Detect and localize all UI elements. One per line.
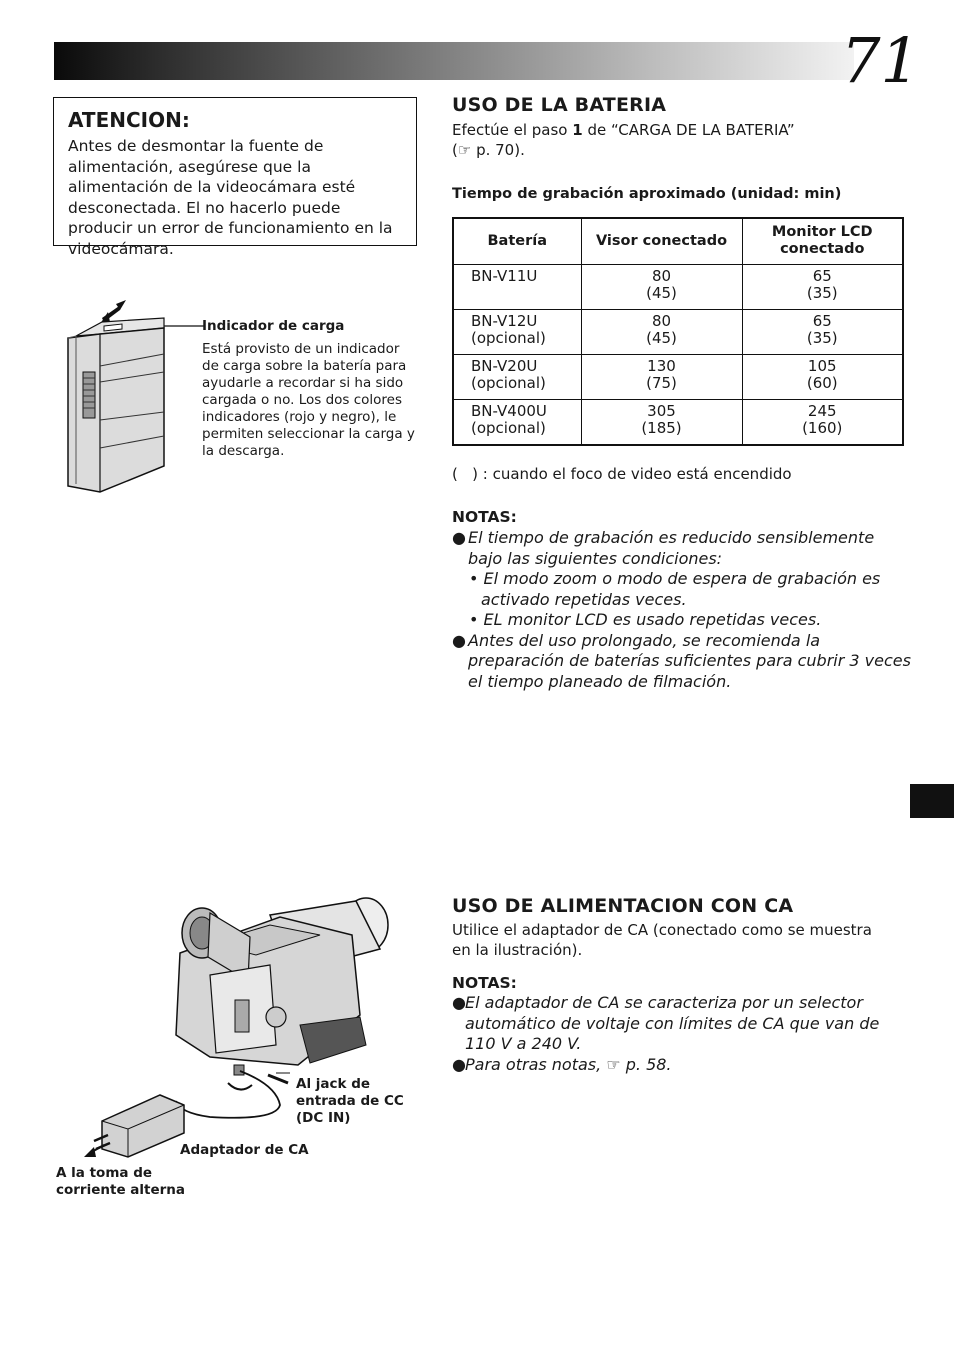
- atencion-title: ATENCION:: [68, 108, 190, 132]
- col-header-lcd: Monitor LCD conectado: [742, 218, 903, 264]
- table-row: BN-V400U (opcional) 305 (185) 245 (160): [453, 399, 903, 445]
- bullet-icon: ●: [452, 993, 466, 1012]
- col-header-visor: Visor conectado: [581, 218, 742, 264]
- table-footnote: ( ) : cuando el foco de video está encendido: [452, 465, 792, 483]
- ac-notes: [452, 993, 882, 1075]
- table-row: BN-V12U (opcional) 80 (45) 65 (35): [453, 309, 903, 354]
- list-item: ● El adaptador de CA se caracteriza por un selector automático de voltaje con límites de CA que van de 110 V a 240 V.: [452, 993, 880, 1053]
- battery-intro: Efectúe el paso 1 de “CARGA DE LA BATERIA” (☞ p. 70).: [452, 121, 795, 159]
- battery-notes-title: NOTAS:: [452, 508, 517, 526]
- battery-time-table: [452, 217, 904, 446]
- rotate-arrow-icon: [228, 1083, 252, 1090]
- battery-illustration: [60, 296, 205, 496]
- ac-intro: Utilice el adaptador de CA (conectado como se muestra en la ilustración).: [452, 921, 872, 959]
- table-title: Tiempo de grabación aproximado (unidad: min): [452, 186, 842, 202]
- ac-section-title: USO DE ALIMENTACION CON CA: [452, 895, 794, 917]
- list-item: ● Para otras notas, ☞ p. 58.: [452, 1054, 672, 1074]
- list-item: ● Antes del uso prolongado, se recomienda la preparación de baterías suficientes para cubrir 3 veces el tiempo planeado de filmación.: [452, 630, 911, 691]
- header-bar: [54, 42, 854, 80]
- charge-indicator-title: Indicador de carga: [202, 318, 345, 334]
- see-page-ref: (☞ p. 70).: [452, 141, 525, 159]
- section-tab-marker: [910, 784, 954, 818]
- ac-adapter-label: Adaptador de CA: [180, 1142, 309, 1158]
- col-header-battery: Batería: [453, 218, 581, 264]
- atencion-text: Antes de desmontar la fuente de alimentación, asegúrese que la alimentación de la videocámara esté desconectada. El no hacerlo puede producir un error de funcionamiento en la videocámara.: [68, 137, 393, 258]
- bullet-icon: ●: [452, 1054, 466, 1074]
- charge-indicator-text: Está provisto de un indicador de carga sobre la batería para ayudarle a recordar si ha sido cargada o no. Los dos colores indicadores (rojo y negro), le permiten seleccionar la carga y la descarga.: [202, 341, 415, 459]
- ac-outlet-label: A la toma de corriente alterna: [56, 1165, 186, 1198]
- list-item: ● El tiempo de grabación es reducido sensiblemente bajo las siguientes condiciones:: [452, 528, 875, 568]
- bullet-icon: ●: [452, 528, 466, 547]
- table-row: BN-V20U (opcional) 130 (75) 105 (60): [453, 354, 903, 399]
- table-row: BN-V11U 80 (45) 65 (35): [453, 264, 903, 309]
- ac-notes-title: NOTAS:: [452, 974, 517, 992]
- dc-in-label: Al jack de entrada de CC (DC IN): [296, 1076, 404, 1126]
- battery-section-title: USO DE LA BATERIA: [452, 94, 667, 116]
- page-number: 71: [841, 24, 920, 97]
- outlet-arrow-icon: [84, 1145, 104, 1157]
- battery-notes: [452, 528, 912, 692]
- table-header-row: [453, 218, 903, 264]
- bullet-icon: ●: [452, 630, 466, 650]
- list-item: • El modo zoom o modo de espera de grabación es activado repetidas veces. • EL monitor LCD es usado repetidas veces.: [469, 569, 881, 629]
- atencion-box: [53, 97, 417, 258]
